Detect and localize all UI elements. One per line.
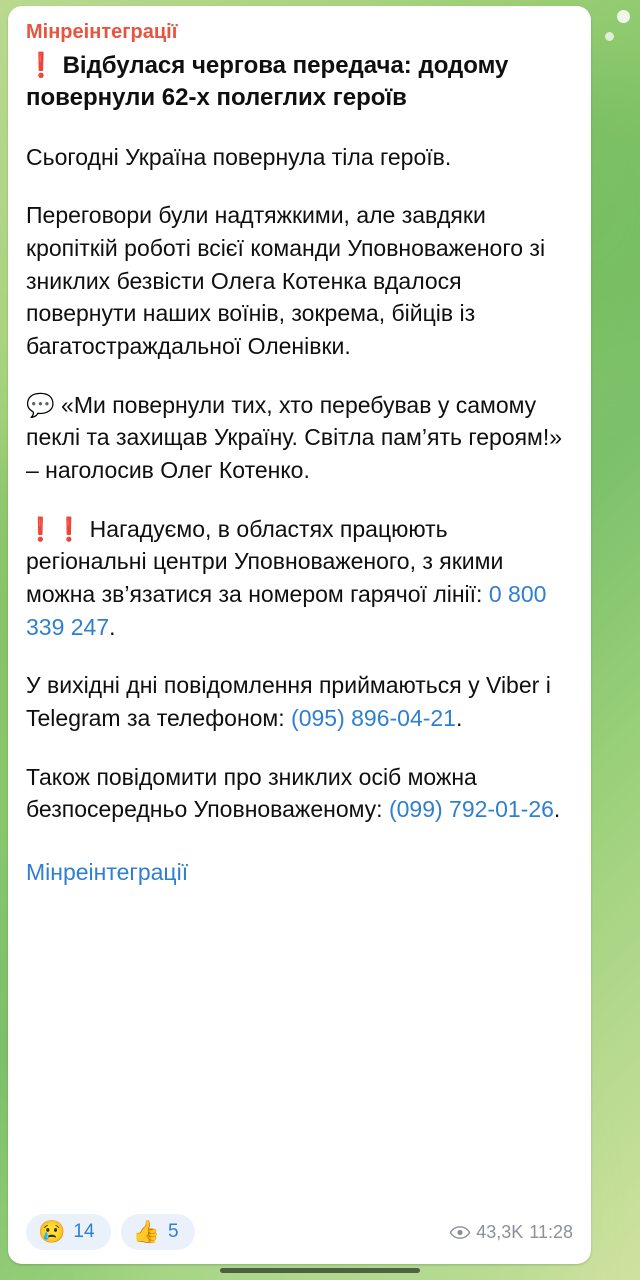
message-quote-text: «Ми повернули тих, хто перебував у самому пеклі та захищав Україну. Світла пам’ять героям!» – наголосив Олег Котенко.: [26, 391, 563, 484]
message-direct: [26, 761, 573, 826]
avatar: [617, 10, 630, 23]
home-indicator: [220, 1268, 420, 1273]
speech-bubble-icon: 💬: [26, 391, 55, 418]
message-paragraph-2: Переговори були надтяжкими, але завдяки кропіткій роботі всієї команди Уповноваженого зі зниклих безвісти Олега Котенка вдалося повернути наших воїнів, зокрема, бійців із багатостраждальної Оленівки.: [26, 202, 546, 360]
message-title: [26, 50, 573, 115]
message-direct-suffix: .: [553, 796, 561, 823]
message-paragraph-1: Сьогодні Україна повернула тіла героїв.: [26, 143, 452, 170]
message-reminder: [26, 513, 573, 644]
thumbs-up-icon: 👍: [132, 1219, 160, 1244]
message-title-text: Відбулася чергова передача: додому повернули 62-х полеглих героїв: [26, 52, 509, 112]
reaction-thumbs-up[interactable]: [121, 1214, 195, 1250]
message-time: 11:28: [529, 1221, 573, 1242]
ombudsman-phone-link[interactable]: (099) 792-01-26: [388, 796, 554, 823]
channel-footer-link[interactable]: Мінреінтеграції: [26, 858, 189, 885]
hotline-phone-link[interactable]: 0 800 339 247: [26, 581, 547, 640]
message-bubble[interactable]: [8, 6, 591, 1264]
message-direct-text: Також повідомити про зниклих осіб можна безпосередньо Уповноваженому:: [26, 763, 477, 823]
crying-face-icon: 😢: [38, 1219, 66, 1244]
message-weekend: [26, 669, 573, 734]
message-weekend-text: У вихідні дні повідомлення приймаються у Viber і Telegram за телефоном:: [26, 672, 551, 731]
channel-name[interactable]: Мінреінтеграції: [26, 21, 178, 43]
viber-telegram-phone-link[interactable]: (095) 896-04-21: [291, 704, 456, 731]
reaction-cry[interactable]: [26, 1214, 111, 1250]
message-meta: [450, 1222, 573, 1243]
double-exclamation-icon: ❗❗: [26, 515, 84, 542]
message-reminder-text: Нагадуємо, в областях працюють регіональні центри Уповноваженого, з якими можна зв’язатися за номером гарячої лінії:: [26, 515, 504, 607]
eye-icon: [450, 1226, 470, 1239]
message-content: [8, 6, 591, 1214]
message-reminder-suffix: .: [109, 613, 116, 640]
reaction-cry-count: 14: [73, 1221, 95, 1242]
exclamation-icon: ❗: [26, 52, 56, 79]
reaction-thumbs-up-count: 5: [167, 1221, 179, 1242]
message-weekend-suffix: .: [455, 704, 463, 731]
avatar-secondary: [605, 32, 614, 41]
reactions-row: [8, 1214, 591, 1264]
message-quote: [26, 389, 573, 487]
view-count: 43,3K: [476, 1221, 524, 1242]
